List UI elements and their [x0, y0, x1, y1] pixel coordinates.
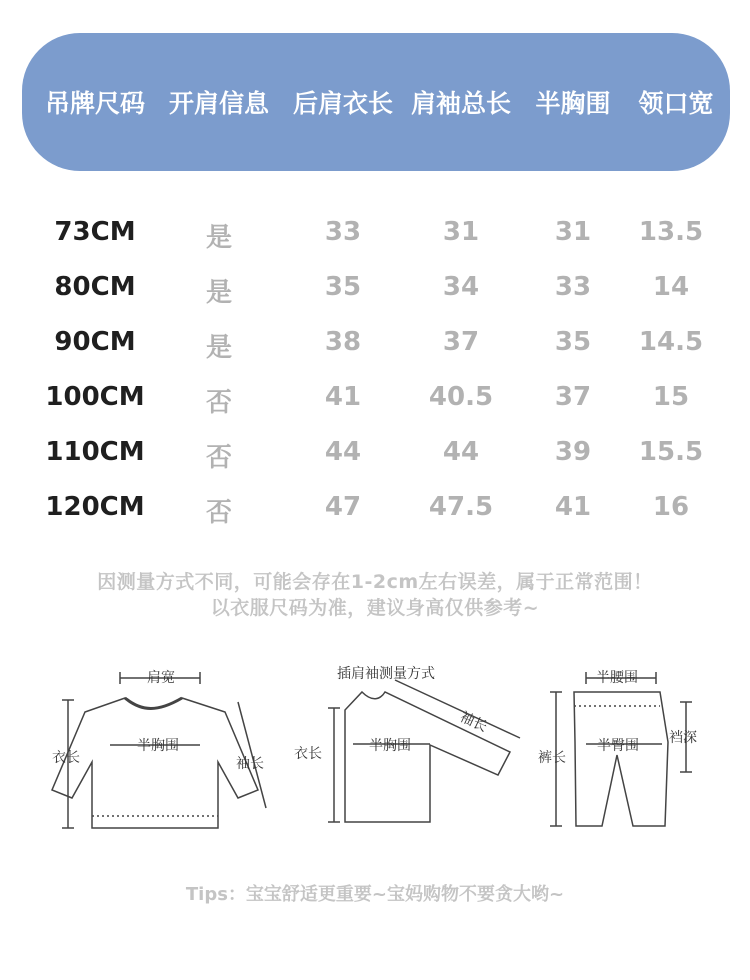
header-tag-size: 吊牌尺码 [44, 89, 146, 118]
cell-half-chest: 31 [554, 217, 592, 247]
table-row [0, 437, 750, 477]
cell-half-chest: 37 [554, 382, 592, 412]
table-row [0, 382, 750, 422]
cell-open-shoulder: 是 [205, 278, 233, 308]
table-row [0, 327, 750, 367]
raglan-body-length-label: 衣长 [294, 746, 322, 762]
cell-half-chest: 33 [554, 272, 592, 302]
cell-size: 80CM [54, 272, 136, 302]
cell-open-shoulder: 否 [205, 498, 233, 528]
header-neck-width: 领口宽 [638, 89, 714, 118]
cell-size: 120CM [45, 492, 145, 522]
pants-crotch-depth-label: 裆深 [669, 730, 697, 746]
cell-sleeve-total: 44 [442, 437, 480, 467]
measurement-note-line1: 因测量方式不同，可能会存在1-2cm左右误差，属于正常范围！ [97, 571, 653, 593]
raglan-half-chest-label: 半胸围 [369, 738, 411, 754]
pants-half-waist-label: 半腰围 [596, 670, 638, 686]
cell-half-chest: 41 [554, 492, 592, 522]
cell-size: 73CM [54, 217, 136, 247]
table-row [0, 272, 750, 312]
cell-neck-width: 13.5 [638, 217, 704, 247]
cell-size: 100CM [45, 382, 145, 412]
sweater-body-length-label: 衣长 [52, 750, 80, 766]
cell-open-shoulder: 是 [205, 223, 233, 253]
pants-outline [574, 692, 668, 826]
measurement-diagrams [0, 640, 750, 840]
cell-size: 90CM [54, 327, 136, 357]
header-back-length: 后肩衣长 [292, 89, 394, 118]
cell-neck-width: 15.5 [638, 437, 704, 467]
pants-half-hip-label: 半臀围 [597, 738, 639, 754]
raglan-method-title: 插肩袖测量方式 [337, 666, 435, 682]
cell-back-length: 38 [324, 327, 362, 357]
raglan-diagram [328, 680, 520, 822]
cell-back-length: 33 [324, 217, 362, 247]
header-open-shoulder: 开肩信息 [168, 89, 270, 118]
cell-sleeve-total: 31 [442, 217, 480, 247]
cell-open-shoulder: 否 [205, 443, 233, 473]
cell-open-shoulder: 是 [205, 333, 233, 363]
cell-neck-width: 16 [652, 492, 690, 522]
cell-sleeve-total: 37 [442, 327, 480, 357]
tips-footer: Tips：宝宝舒适更重要~宝妈购物不要贪大哟~ [185, 884, 565, 905]
cell-sleeve-total: 47.5 [428, 492, 494, 522]
cell-sleeve-total: 40.5 [428, 382, 494, 412]
cell-back-length: 41 [324, 382, 362, 412]
cell-back-length: 35 [324, 272, 362, 302]
cell-back-length: 47 [324, 492, 362, 522]
sweater-outline [52, 698, 258, 828]
pants-length-label: 裤长 [538, 750, 566, 766]
cell-open-shoulder: 否 [205, 388, 233, 418]
cell-half-chest: 35 [554, 327, 592, 357]
table-row [0, 492, 750, 532]
sweater-sleeve-length-label: 袖长 [236, 756, 264, 772]
cell-half-chest: 39 [554, 437, 592, 467]
header-half-chest: 半胸围 [535, 89, 611, 118]
cell-neck-width: 15 [652, 382, 690, 412]
raglan-outline [345, 692, 510, 822]
sweater-half-chest-label: 半胸围 [137, 738, 179, 754]
cell-neck-width: 14.5 [638, 327, 704, 357]
cell-sleeve-total: 34 [442, 272, 480, 302]
raglan-sleeve-length-label: 袖长 [457, 709, 490, 736]
cell-neck-width: 14 [652, 272, 690, 302]
cell-size: 110CM [45, 437, 145, 467]
cell-back-length: 44 [324, 437, 362, 467]
sweater-shoulder-width-label: 肩宽 [147, 670, 175, 686]
measurement-note-line2: 以衣服尺码为准，建议身高仅供参考~ [210, 597, 540, 619]
header-sleeve-total: 肩袖总长 [410, 89, 512, 118]
table-row [0, 217, 750, 257]
